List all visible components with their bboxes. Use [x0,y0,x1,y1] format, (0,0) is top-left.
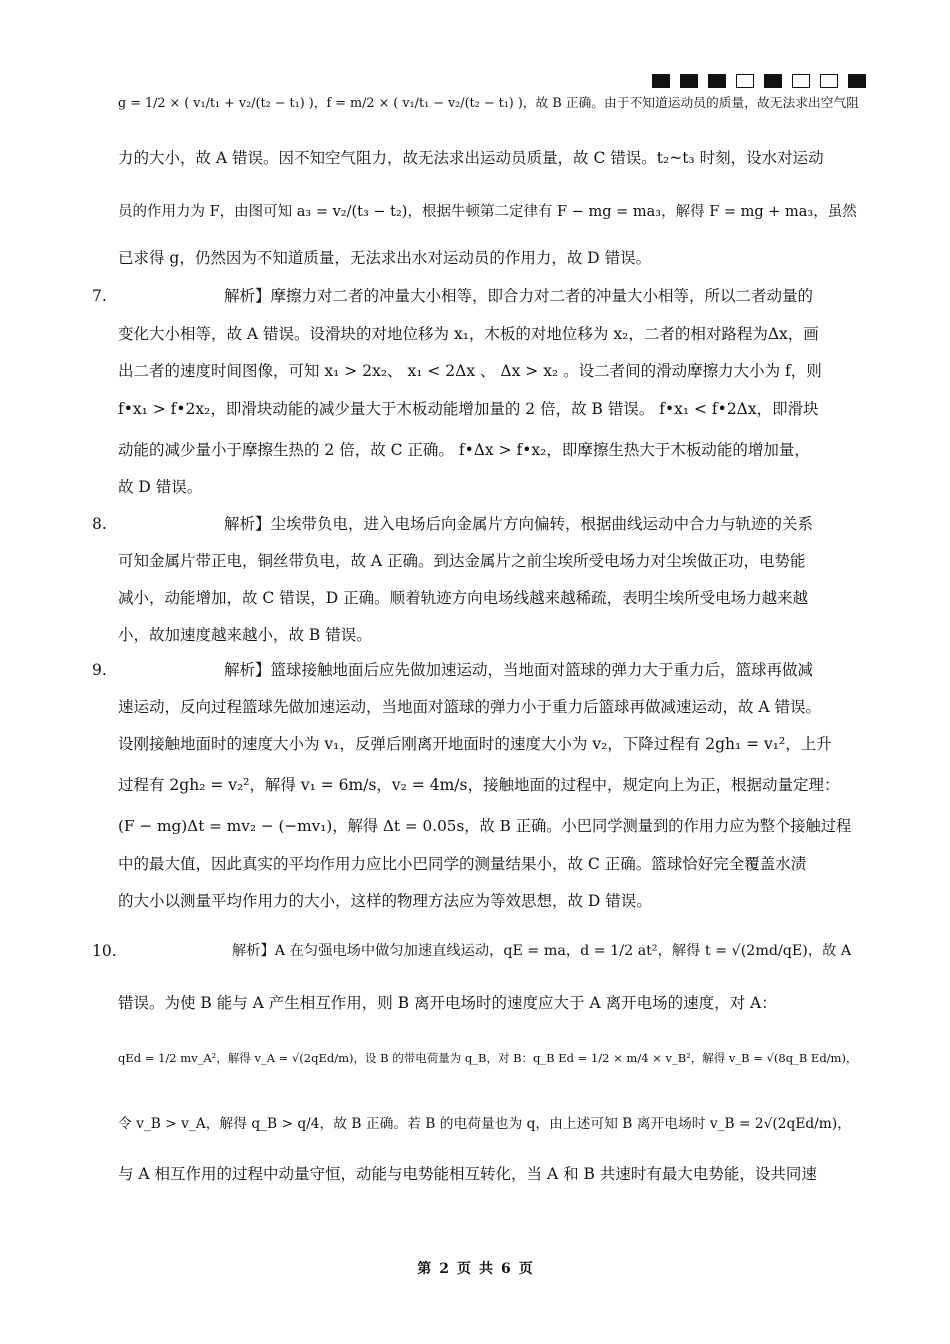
header-mark [848,74,866,88]
text-line: qEd = 1/2 mv_A²，解得 v_A = √(2qEd/m)，设 B 的带电荷量为 q_B，对 B：q_B Ed = 1/2 × m/4 × v_B²，解得 v_B = √(8q_B Ed/m)， [118,1051,858,1065]
text-line: 解析】篮球接触地面后应先做加速运动，当地面对篮球的弹力大于重力后，篮球再做减 [224,661,814,679]
footer-label-ye2: 页 [518,1261,533,1277]
text-line: 故 D 错误。 [118,478,203,496]
text-line: 速运动，反向过程篮球先做加速运动，当地面对篮球的弹力小于重力后篮球再做减速运动，故 A 错误。 [118,698,822,716]
text-line: 的大小以测量平均作用力的大小，这样的物理方法应为等效思想，故 D 错误。 [118,892,652,910]
header-mark [820,74,838,88]
text-line: 解析】摩擦力对二者的冲量大小相等，即合力对二者的冲量大小相等，所以二者动量的 [224,287,814,305]
text-line: 变化大小相等，故 A 错误。设滑块的对地位移为 x₁，木板的对地位移为 x₂，二者的相对路程为Δx，画 [118,325,819,343]
footer-label-gong: 共 [479,1261,493,1277]
question-number: 9. [92,661,107,679]
header-mark [792,74,810,88]
footer-page-number: 2 [439,1261,449,1277]
text-line: g = 1/2 × ( v₁/t₁ + v₂/(t₂ − t₁) )，f = m/2 × ( v₁/t₁ − v₂/(t₂ − t₁) )，故 B 正确。由于不知道运动员的质量，故无法求出空气阻 [118,96,860,111]
text-line: 可知金属片带正电，铜丝带负电，故 A 正确。到达金属片之前尘埃所受电场力对尘埃做正功，电势能 [118,552,806,570]
header-mark [736,74,754,88]
footer-total-pages: 6 [501,1261,511,1277]
text-line: 出二者的速度时间图像，可知 x₁ > 2x₂、 x₁ < 2Δx 、 Δx > x₂ 。设二者间的滑动摩擦力大小为 f，则 [118,362,822,380]
question-number: 7. [92,287,107,305]
text-line: 与 A 相互作用的过程中动量守恒，动能与电势能相互转化，当 A 和 B 共速时有最大电势能，设共同速 [118,1165,817,1183]
header-mark [764,74,782,88]
text-line: 中的最大值，因此真实的平均作用力应比小巴同学的测量结果小，故 C 正确。篮球恰好完全覆盖水渍 [118,855,807,873]
text-line: 设刚接触地面时的速度大小为 v₁，反弹后刚离开地面时的速度大小为 v₂，下降过程有 2gh₁ = v₁²，上升 [118,735,832,753]
question-number: 10. [92,942,117,960]
header-mark [680,74,698,88]
text-line: 已求得 g，仍然因为不知道质量，无法求出水对运动员的作用力，故 D 错误。 [118,249,652,267]
text-line: 员的作用力为 F，由图可知 a₃ = v₂/(t₃ − t₂)，根据牛顿第二定律有 F − mg = ma₃，解得 F = mg + ma₃，虽然 [118,204,857,220]
page-footer [0,1258,950,1278]
question-number: 8. [92,515,107,533]
text-line: 错误。为使 B 能与 A 产生相互作用，则 B 离开电场时的速度应大于 A 离开电场的速度，对 A： [118,994,777,1012]
header-mark [708,74,726,88]
text-line: 过程有 2gh₂ = v₂²，解得 v₁ = 6m/s，v₂ = 4m/s，接触地面的过程中，规定向上为正，根据动量定理： [118,776,840,794]
text-line: 小，故加速度越来越小，故 B 错误。 [118,626,372,644]
text-line: 令 v_B > v_A，解得 q_B > q/4，故 B 正确。若 B 的电荷量也为 q，由上述可知 B 离开电场时 v_B = 2√(2qEd/m)， [118,1116,851,1132]
text-line: f•x₁ > f•2x₂，即滑块动能的减少量大于木板动能增加量的 2 倍，故 B 错误。 f•x₁ < f•2Δx，即滑块 [118,400,819,418]
footer-label-di: 第 [417,1261,432,1277]
text-line: 减小，动能增加，故 C 错误，D 正确。顺着轨迹方向电场线越来越稀疏，表明尘埃所受电场力越来越 [118,589,809,607]
text-line: (F − mg)Δt = mv₂ − (−mv₁)，解得 Δt = 0.05s，故 B 正确。小巴同学测量到的作用力应为整个接触过程 [118,817,852,835]
header-mark [652,74,670,88]
header-marks [652,74,866,88]
text-line: 力的大小，故 A 错误。因不知空气阻力，故无法求出运动员质量，故 C 错误。t₂~t₃ 时刻，设水对运动 [118,149,824,167]
text-line: 解析】尘埃带负电，进入电场后向金属片方向偏转，根据曲线运动中合力与轨迹的关系 [224,515,814,533]
footer-label-ye: 页 [457,1261,471,1277]
text-line: 解析】A 在匀强电场中做匀加速直线运动，qE = ma，d = 1/2 at²，解得 t = √(2md/qE)，故 A [232,943,852,959]
text-line: 动能的减少量小于摩擦生热的 2 倍，故 C 正确。 f•Δx > f•x₂，即摩擦生热大于木板动能的增加量， [118,441,810,459]
